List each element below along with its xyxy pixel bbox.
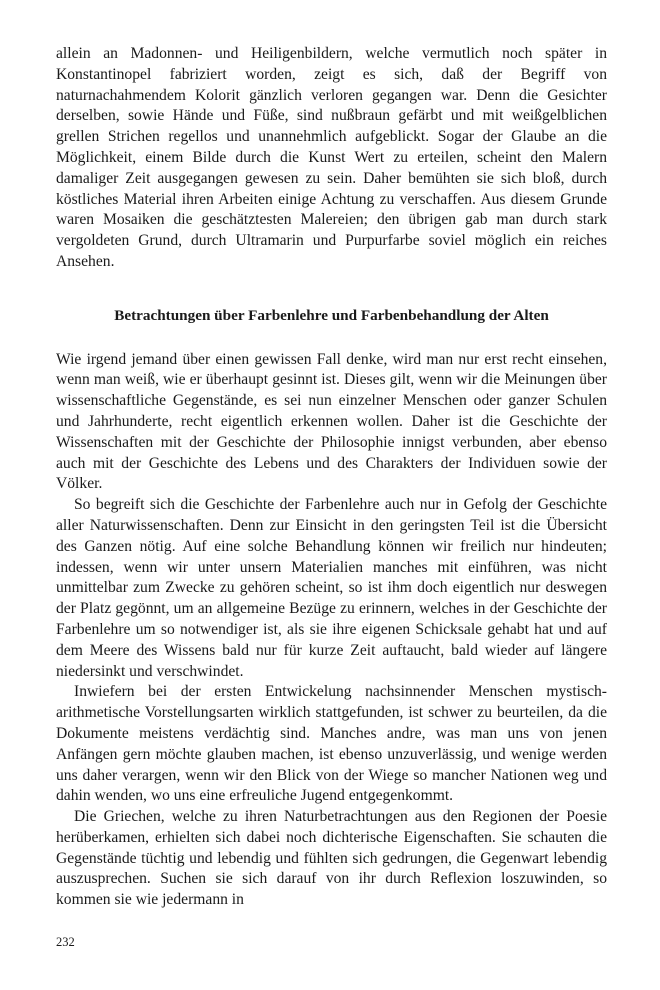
section-paragraph-2: So begreift sich die Geschichte der Farbenlehre auch nur in Gefolg der Geschichte aller Naturwissenschaften. Denn zur Einsicht in den geringsten Teil ist die Übersicht des Ganzen nötig. Auf eine solche Behandlung können wir freilich nur hindeuten; indessen, wenn wir unter unsern Materialien manches mit einführen, was nicht unmittelbar zum Zwecke zu gehören scheint, so ist ihm doch eigentlich nur deswegen der Platz gegönnt, um an allgemeine Bezüge zu erinnern, welches in der Geschichte der Farbenlehre um so notwendiger ist, als sie ihre eigenen Schicksale gehabt hat und auf dem Meere des Wissens bald nur für kurze Zeit auftaucht, bald wieder auf längere niedersinkt und verschwindet. xyxy=(56,496,607,680)
page-number: 232 xyxy=(56,935,75,949)
intro-paragraph: allein an Madonnen- und Heiligenbildern, welche vermutlich noch später in Konstantinopel fabriziert worden, zeigt es sich, daß der Begriff von naturnachahmendem Kolorit gänzlich verloren gegangen war. Denn die Gesichter derselben, sowie Hände und Füße, sind nußbraun gefärbt und mit weißgelblichen grellen Strichen regellos und unannehmlich aufgeblickt. Sogar der Glaube an die Möglichkeit, einem Bilde durch die Kunst Wert zu erteilen, scheint den Malern damaliger Zeit ausgegangen gewesen zu sein. Daher bemühten sie sich bloß, durch köstliches Material ihren Arbeiten einige Achtung zu verschaffen. Aus diesem Grunde waren Mosaiken die geschätztesten Malereien; den übrigen gab man durch stark vergoldeten Grund, durch Ultramarin und Purpurfarbe soviel möglich ein reiches Ansehen. xyxy=(56,45,607,270)
book-page xyxy=(56,44,607,911)
section-paragraph-1: Wie irgend jemand über einen gewissen Fall denke, wird man nur erst recht einsehen, wenn man weiß, wie er überhaupt gesinnt ist. Dieses gilt, wenn wir die Meinungen über wissenschaftliche Gegenstände, es sei nun einzelner Menschen oder ganzer Schulen und Jahrhunderte, recht eigentlich erkennen wollen. Daher ist die Geschichte der Wissenschaften mit der Geschichte der Philosophie innigst verbunden, aber ebenso auch mit der Geschichte des Lebens und des Charakters der Individuen sowie der Völker. xyxy=(56,350,607,493)
section-heading: Betrachtungen über Farbenlehre und Farbenbehandlung der Alten xyxy=(114,306,549,324)
section-paragraph-4: Die Griechen, welche zu ihren Naturbetrachtungen aus den Regionen der Poesie herüberkamen, erhielten sich dabei noch dichterische Eigenschaften. Sie schauten die Gegenstände tüchtig und lebendig und fühlten sich gedrungen, die Gegenwart lebendig auszusprechen. Suchen sie sich darauf von ihr durch Reflexion loszuwinden, so kommen sie wie jedermann in xyxy=(56,808,607,909)
section-paragraph-3: Inwiefern bei der ersten Entwickelung nachsinnender Menschen mystisch-arithmetische Vorstellungsarten wirklich stattgefunden, ist schwer zu beurteilen, da die Dokumente meistens verdächtig sind. Manches andre, was man uns von jenen Anfängen gern möchte glauben machen, ist ebenso unzuverlässig, und wenige werden uns daher verargen, wenn wir den Blick von der Wiege so mancher Nationen weg und dahin wenden, wo uns eine erfreuliche Jugend entgegenkommt. xyxy=(56,683,607,805)
body-text xyxy=(56,44,607,911)
